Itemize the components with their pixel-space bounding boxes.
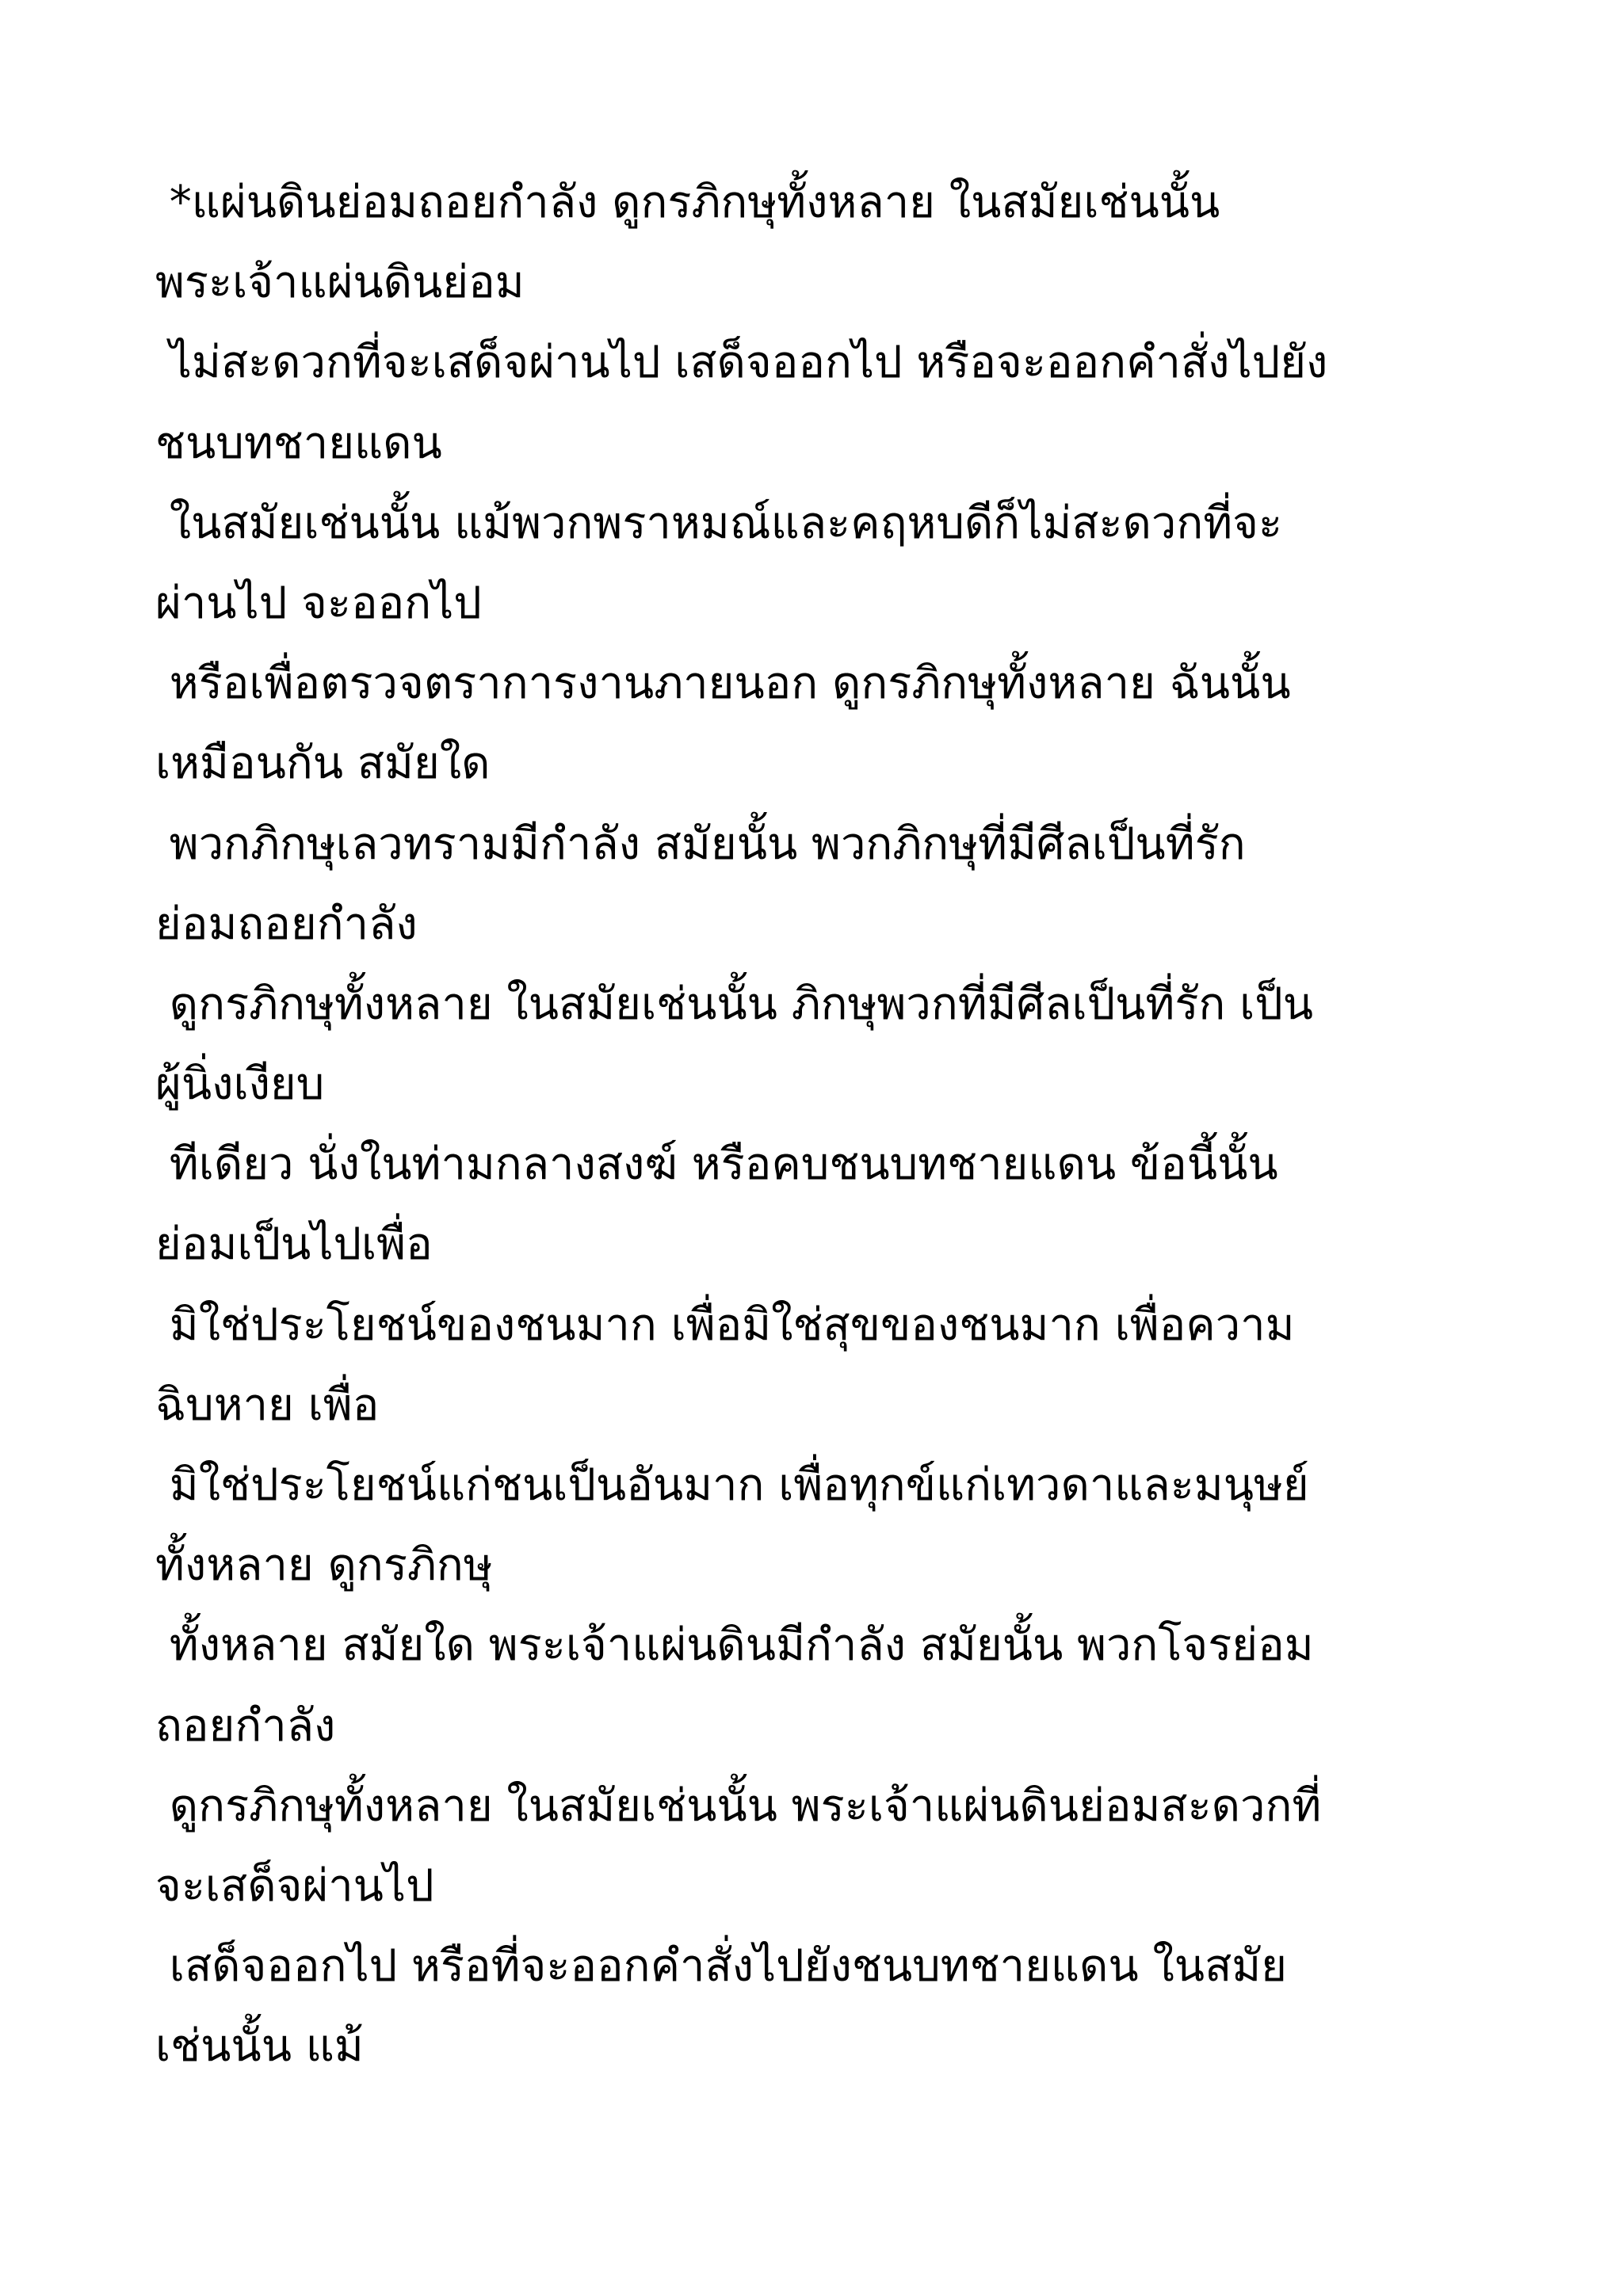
text-line: ถอยกำลัง xyxy=(155,1699,336,1752)
text-line: ฉิบหาย เพื่อ xyxy=(155,1379,380,1431)
text-line: ย่อมเป็นไปเพื่อ xyxy=(155,1219,433,1271)
text-line: เช่นนั้น แม้ xyxy=(155,2020,364,2073)
text-line: ทั้งหลาย ดูกรภิกษุ xyxy=(155,1539,493,1592)
text-line: พระเจ้าแผ่นดินย่อม xyxy=(155,257,525,309)
body-text xyxy=(155,162,1503,2087)
text-line: ดูกรภิกษุทั้งหลาย ในสมัยเช่นนั้น พระเจ้าแผ่นดินย่อมสะดวกที่ xyxy=(155,1779,1322,1832)
text-line: ย่อมถอยกำลัง xyxy=(155,898,418,950)
text-line: เหมือนกัน สมัยใด xyxy=(155,738,491,790)
text-line: จะเสด็จผ่านไป xyxy=(155,1859,434,1912)
text-line: ทีเดียว นั่งในท่ามกลางสงฆ์ หรือคบชนบทชายแดน ข้อนี้นั้น xyxy=(155,1138,1278,1191)
text-line: มิใช่ประโยชน์ของชนมาก เพื่อมิใช่สุขของชนมาก เพื่อความ xyxy=(155,1299,1295,1351)
text-line: พวกภิกษุเลวทรามมีกำลัง สมัยนั้น พวกภิกษุที่มีศีลเป็นที่รัก xyxy=(155,818,1246,870)
text-line: ในสมัยเช่นนั้น แม้พวกพราหมณ์และคฤหบดีก็ไม่สะดวกที่จะ xyxy=(155,497,1283,549)
text-line: เสด็จออกไป หรือที่จะออกคำสั่งไปยังชนบทชายแดน ในสมัย xyxy=(155,1940,1287,1993)
text-line: ชนบทชายแดน xyxy=(155,417,442,469)
text-line: ดูกรภิกษุทั้งหลาย ในสมัยเช่นนั้น ภิกษุพวกที่มีศีลเป็นที่รัก เป็น xyxy=(155,978,1314,1030)
text-line: ผ่านไป จะออกไป xyxy=(155,577,482,629)
text-line: ทั้งหลาย สมัยใด พระเจ้าแผ่นดินมีกำลัง สมัยนั้น พวกโจรย่อม xyxy=(155,1619,1314,1672)
text-line: *แผ่นดินย่อมถอยกำลัง ดูกรภิกษุทั้งหลาย ในสมัยเช่นนั้น xyxy=(155,177,1220,228)
text-line: ไม่สะดวกที่จะเสด็จผ่านไป เสด็จออกไป หรือจะออกคำสั่งไปยัง xyxy=(155,337,1328,389)
text-line: มิใช่ประโยชน์แก่ชนเป็นอันมาก เพื่อทุกข์แก่เทวดาและมนุษย์ xyxy=(155,1459,1309,1511)
text-line: ผู้นิ่งเงียบ xyxy=(155,1058,325,1111)
text-line: หรือเพื่อตรวจตราการงานภายนอก ดูกรภิกษุทั้งหลาย ฉันนั้น xyxy=(155,658,1291,710)
